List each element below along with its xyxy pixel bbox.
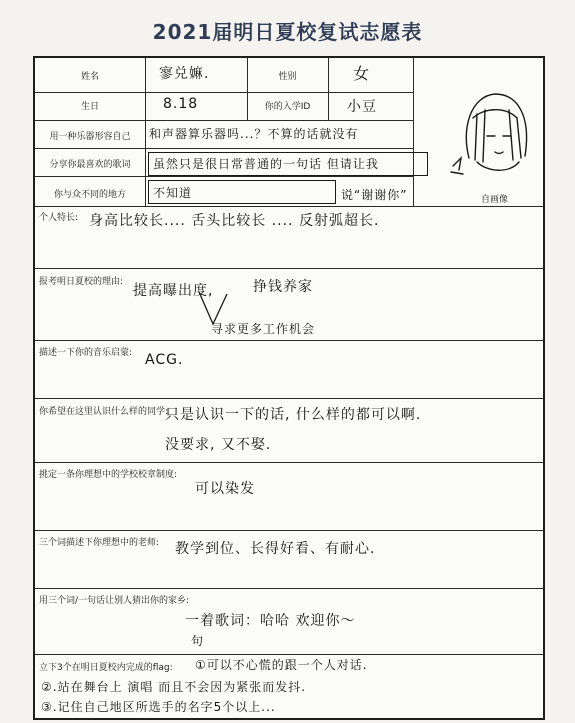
lyric-label: 分享你最喜欢的歌词 (49, 160, 131, 170)
hometown-value: 一着歌词：哈哈 欢迎你～ (185, 613, 356, 629)
reason-arrow (195, 290, 255, 326)
reason-value-1: 提高曝出度, (133, 283, 214, 299)
hometown-value-note: 句 (191, 634, 205, 648)
row-divider (35, 462, 543, 463)
music-value: ACG. (145, 352, 184, 368)
music-label: 描述一下你的音乐启蒙: (39, 348, 133, 358)
reason-label: 报考明日夏校的理由: (39, 277, 124, 287)
trait-label: 个人特长: (39, 213, 79, 223)
id-label: 你的入学ID (264, 102, 311, 112)
col-divider (145, 58, 146, 206)
friend-label: 你希望在这里认识什么样的同学: (39, 407, 169, 417)
flag-3: ③.记住自己地区所选手的名字5个以上... (41, 700, 276, 714)
rule-value: 可以染发 (195, 481, 255, 497)
id-value: 小豆 (347, 99, 377, 115)
birthday-label: 生日 (80, 102, 99, 112)
row-divider (35, 588, 543, 589)
teacher-value: 教学到位、长得好看、有耐心. (175, 541, 376, 557)
name-value: 寥兑嫲. (159, 66, 210, 82)
row-divider (35, 530, 543, 531)
row-divider (35, 398, 543, 399)
gender-value: 女 (353, 64, 371, 83)
friend-value-2: 没要求, 又不娶. (165, 437, 272, 453)
instrument-label: 用一种乐器形容自己 (49, 132, 131, 142)
selfie-label: 自画像 (481, 195, 509, 205)
col-divider (328, 58, 329, 120)
row-divider (35, 340, 543, 341)
row-divider (35, 268, 543, 269)
row-divider (35, 120, 413, 121)
row-divider (35, 176, 413, 177)
flag-1: ①可以不心慌的跟一个人对话. (195, 658, 368, 672)
lyric-value-continued: 说“谢谢你” (341, 188, 408, 202)
lyric-value: 虽然只是很日常普通的一句话 但请让我 (153, 157, 379, 171)
row-divider (35, 92, 413, 93)
form-title: 2021届明日夏校复试志愿表 (152, 20, 423, 44)
name-label: 姓名 (80, 72, 99, 82)
row-divider (35, 206, 543, 207)
unique-label: 你与众不同的地方 (53, 190, 126, 200)
gender-label: 性别 (278, 72, 297, 82)
row-divider (35, 654, 543, 655)
hometown-label: 用三个词/一句话让别人猜出你的家乡: (39, 596, 190, 606)
col-divider (413, 58, 414, 206)
reason-value-3: 寻求更多工作机会 (211, 322, 316, 336)
friend-value-1: 只是认识一下的话, 什么样的都可以啊. (165, 407, 422, 423)
birthday-value: 8.18 (163, 96, 199, 112)
teacher-label: 三个词描述下你理想中的老师: (39, 538, 160, 548)
application-form (33, 56, 545, 720)
trait-value: 身高比较长.... 舌头比较长 .... 反射弧超长. (89, 213, 380, 229)
flag-label: 立下3个在明日夏校内完成的flag: (39, 663, 173, 673)
reason-value-2: 挣钱养家 (253, 279, 313, 295)
selfie-drawing (447, 88, 539, 198)
instrument-value: 和声器算乐器吗...？不算的话就没有 (149, 127, 359, 141)
row-divider (35, 148, 413, 149)
unique-value: 不知道 (153, 186, 193, 200)
rule-label: 挑定一条你理想中的学校校章制度: (39, 470, 178, 480)
flag-2: ②.站在舞台上 演唱 而且不会因为紧张而发抖. (41, 680, 307, 694)
